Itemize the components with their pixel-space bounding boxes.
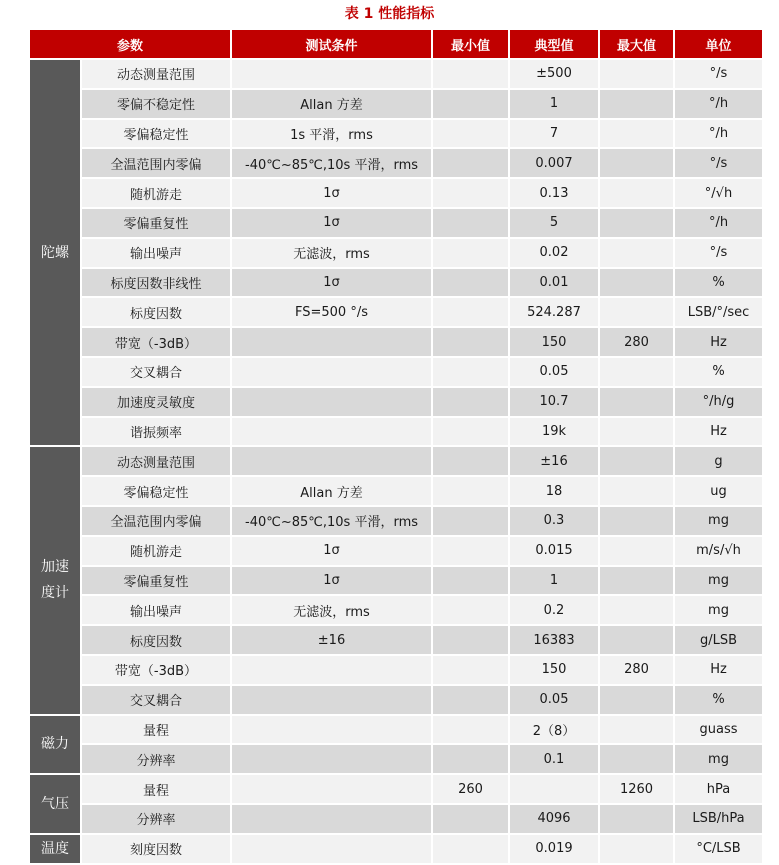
param-cell: 零偏稳定性	[82, 120, 230, 148]
condition-cell: 1σ	[232, 209, 431, 237]
table-row	[30, 537, 762, 565]
typical-cell: 5	[510, 209, 598, 237]
unit-cell: LSB/hPa	[675, 805, 762, 833]
param-cell: 谐振频率	[82, 418, 230, 446]
unit-cell: °C/LSB	[675, 835, 762, 863]
table-row	[30, 567, 762, 595]
unit-cell: °/s	[675, 149, 762, 177]
unit-cell: °/h	[675, 120, 762, 148]
unit-cell: mg	[675, 745, 762, 773]
min-cell	[433, 477, 508, 505]
max-cell	[600, 358, 673, 386]
condition-cell	[232, 686, 431, 714]
table-row	[30, 716, 762, 744]
table-row	[30, 745, 762, 773]
table-row	[30, 447, 762, 475]
min-cell	[433, 507, 508, 535]
min-cell	[433, 328, 508, 356]
condition-cell: FS=500 °/s	[232, 298, 431, 326]
min-cell	[433, 179, 508, 207]
table-row	[30, 358, 762, 386]
param-cell: 标度因数非线性	[82, 269, 230, 297]
typical-cell: 150	[510, 656, 598, 684]
param-cell: 零偏不稳定性	[82, 90, 230, 118]
max-cell	[600, 120, 673, 148]
condition-cell	[232, 656, 431, 684]
condition-cell: 1σ	[232, 179, 431, 207]
max-cell	[600, 835, 673, 863]
unit-cell: ug	[675, 477, 762, 505]
category-cell	[30, 60, 80, 445]
min-cell	[433, 537, 508, 565]
condition-cell: -40℃~85℃,10s 平滑，rms	[232, 149, 431, 177]
min-cell	[433, 745, 508, 773]
param-cell: 刻度因数	[82, 835, 230, 863]
typical-cell: 4096	[510, 805, 598, 833]
condition-cell	[232, 358, 431, 386]
param-cell: 分辨率	[82, 805, 230, 833]
condition-cell	[232, 745, 431, 773]
table-row	[30, 149, 762, 177]
condition-cell: 1σ	[232, 269, 431, 297]
min-cell	[433, 298, 508, 326]
max-cell: 280	[600, 656, 673, 684]
typical-cell: 150	[510, 328, 598, 356]
param-cell: 随机游走	[82, 537, 230, 565]
condition-cell: 无滤波，rms	[232, 596, 431, 624]
typical-cell: 1	[510, 567, 598, 595]
param-cell: 输出噪声	[82, 239, 230, 267]
category-label: 气压	[41, 795, 69, 812]
unit-cell: m/s/√h	[675, 537, 762, 565]
condition-cell: Allan 方差	[232, 477, 431, 505]
typical-cell: 0.3	[510, 507, 598, 535]
header-unit: 单位	[675, 30, 762, 58]
typical-cell: 10.7	[510, 388, 598, 416]
min-cell	[433, 209, 508, 237]
max-cell	[600, 626, 673, 654]
max-cell: 1260	[600, 775, 673, 803]
unit-cell: %	[675, 686, 762, 714]
table-row	[30, 596, 762, 624]
condition-cell	[232, 447, 431, 475]
header-max: 最大值	[600, 30, 673, 58]
table-row	[30, 120, 762, 148]
header-param: 参数	[30, 30, 230, 58]
max-cell	[600, 447, 673, 475]
typical-cell: 0.1	[510, 745, 598, 773]
min-cell	[433, 835, 508, 863]
param-cell: 加速度灵敏度	[82, 388, 230, 416]
typical-cell: 0.2	[510, 596, 598, 624]
unit-cell: mg	[675, 507, 762, 535]
unit-cell: guass	[675, 716, 762, 744]
min-cell	[433, 626, 508, 654]
param-cell: 交叉耦合	[82, 358, 230, 386]
param-cell: 动态测量范围	[82, 447, 230, 475]
typical-cell: 0.13	[510, 179, 598, 207]
table-row	[30, 90, 762, 118]
max-cell	[600, 745, 673, 773]
unit-cell: °/s	[675, 239, 762, 267]
typical-cell: 7	[510, 120, 598, 148]
max-cell	[600, 179, 673, 207]
min-cell	[433, 567, 508, 595]
condition-cell	[232, 716, 431, 744]
min-cell	[433, 358, 508, 386]
condition-cell: 1σ	[232, 537, 431, 565]
max-cell	[600, 239, 673, 267]
table-body	[30, 60, 762, 863]
header-typical: 典型值	[510, 30, 598, 58]
condition-cell: Allan 方差	[232, 90, 431, 118]
unit-cell: Hz	[675, 418, 762, 446]
condition-cell	[232, 775, 431, 803]
unit-cell: °/h	[675, 209, 762, 237]
condition-cell: -40℃~85℃,10s 平滑，rms	[232, 507, 431, 535]
max-cell	[600, 418, 673, 446]
table-row	[30, 328, 762, 356]
condition-cell	[232, 835, 431, 863]
typical-cell: 0.019	[510, 835, 598, 863]
typical-cell: 0.007	[510, 149, 598, 177]
performance-table	[28, 28, 764, 865]
condition-cell	[232, 388, 431, 416]
min-cell	[433, 388, 508, 416]
typical-cell: 0.015	[510, 537, 598, 565]
param-cell: 量程	[82, 716, 230, 744]
unit-cell: °/h	[675, 90, 762, 118]
typical-cell: 18	[510, 477, 598, 505]
min-cell	[433, 269, 508, 297]
param-cell: 零偏重复性	[82, 567, 230, 595]
table-row	[30, 507, 762, 535]
max-cell	[600, 567, 673, 595]
table-row	[30, 418, 762, 446]
min-cell	[433, 447, 508, 475]
param-cell: 带宽（-3dB）	[82, 656, 230, 684]
param-cell: 标度因数	[82, 626, 230, 654]
max-cell	[600, 596, 673, 624]
table-row	[30, 775, 762, 803]
category-cell	[30, 447, 80, 713]
min-cell	[433, 120, 508, 148]
typical-cell: 0.05	[510, 686, 598, 714]
typical-cell	[510, 775, 598, 803]
typical-cell: ±500	[510, 60, 598, 88]
typical-cell: 2（8）	[510, 716, 598, 744]
min-cell: 260	[433, 775, 508, 803]
table-row	[30, 835, 762, 863]
unit-cell: g	[675, 447, 762, 475]
header-min: 最小值	[433, 30, 508, 58]
max-cell	[600, 507, 673, 535]
category-label: 加速度计	[41, 559, 69, 602]
param-cell: 输出噪声	[82, 596, 230, 624]
unit-cell: Hz	[675, 656, 762, 684]
min-cell	[433, 596, 508, 624]
category-cell	[30, 716, 80, 774]
condition-cell	[232, 805, 431, 833]
header-row	[30, 30, 762, 58]
table-row	[30, 60, 762, 88]
header-condition: 测试条件	[232, 30, 431, 58]
min-cell	[433, 716, 508, 744]
param-cell: 带宽（-3dB）	[82, 328, 230, 356]
category-cell	[30, 835, 80, 863]
min-cell	[433, 656, 508, 684]
table-row	[30, 686, 762, 714]
param-cell: 交叉耦合	[82, 686, 230, 714]
min-cell	[433, 805, 508, 833]
table-row	[30, 388, 762, 416]
typical-cell: 0.02	[510, 239, 598, 267]
condition-cell	[232, 60, 431, 88]
unit-cell: %	[675, 269, 762, 297]
param-cell: 随机游走	[82, 179, 230, 207]
table-row	[30, 179, 762, 207]
max-cell	[600, 269, 673, 297]
typical-cell: 19k	[510, 418, 598, 446]
unit-cell: g/LSB	[675, 626, 762, 654]
min-cell	[433, 418, 508, 446]
max-cell	[600, 477, 673, 505]
table-row	[30, 239, 762, 267]
max-cell	[600, 298, 673, 326]
table-title: 表 1 性能指标	[344, 6, 435, 22]
max-cell: 280	[600, 328, 673, 356]
unit-cell: °/h/g	[675, 388, 762, 416]
max-cell	[600, 537, 673, 565]
min-cell	[433, 686, 508, 714]
typical-cell: 1	[510, 90, 598, 118]
category-label: 磁力	[41, 736, 69, 753]
unit-cell: mg	[675, 596, 762, 624]
unit-cell: mg	[675, 567, 762, 595]
unit-cell: hPa	[675, 775, 762, 803]
min-cell	[433, 149, 508, 177]
param-cell: 标度因数	[82, 298, 230, 326]
condition-cell: 1s 平滑，rms	[232, 120, 431, 148]
condition-cell: 1σ	[232, 567, 431, 595]
max-cell	[600, 209, 673, 237]
category-label: 陀螺	[41, 244, 69, 261]
typical-cell: 524.287	[510, 298, 598, 326]
unit-cell: °/√h	[675, 179, 762, 207]
category-cell	[30, 775, 80, 833]
max-cell	[600, 686, 673, 714]
table-row	[30, 656, 762, 684]
param-cell: 零偏重复性	[82, 209, 230, 237]
max-cell	[600, 805, 673, 833]
min-cell	[433, 239, 508, 267]
table-row	[30, 209, 762, 237]
min-cell	[433, 60, 508, 88]
condition-cell: ±16	[232, 626, 431, 654]
condition-cell	[232, 418, 431, 446]
table-row	[30, 269, 762, 297]
param-cell: 全温范围内零偏	[82, 507, 230, 535]
unit-cell: %	[675, 358, 762, 386]
min-cell	[433, 90, 508, 118]
max-cell	[600, 90, 673, 118]
max-cell	[600, 388, 673, 416]
condition-cell: 无滤波，rms	[232, 239, 431, 267]
unit-cell: LSB/°/sec	[675, 298, 762, 326]
typical-cell: 0.01	[510, 269, 598, 297]
table-row	[30, 477, 762, 505]
unit-cell: Hz	[675, 328, 762, 356]
param-cell: 分辨率	[82, 745, 230, 773]
max-cell	[600, 60, 673, 88]
table-row	[30, 626, 762, 654]
typical-cell: 0.05	[510, 358, 598, 386]
category-label: 温度	[41, 840, 69, 857]
max-cell	[600, 149, 673, 177]
param-cell: 零偏稳定性	[82, 477, 230, 505]
param-cell: 量程	[82, 775, 230, 803]
table-row	[30, 805, 762, 833]
condition-cell	[232, 328, 431, 356]
typical-cell: 16383	[510, 626, 598, 654]
unit-cell: °/s	[675, 60, 762, 88]
table-row	[30, 298, 762, 326]
typical-cell: ±16	[510, 447, 598, 475]
max-cell	[600, 716, 673, 744]
param-cell: 动态测量范围	[82, 60, 230, 88]
param-cell: 全温范围内零偏	[82, 149, 230, 177]
